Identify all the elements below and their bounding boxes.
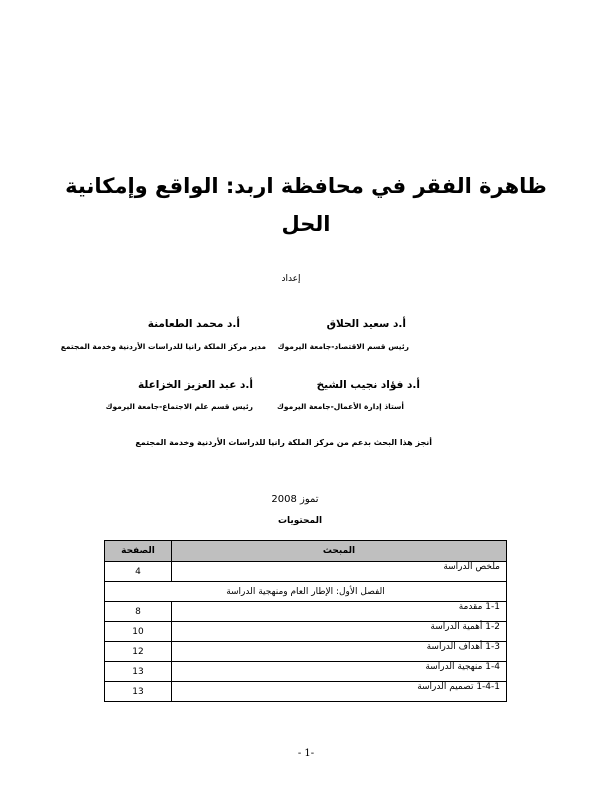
toc-page-number: 4: [105, 562, 172, 582]
table-of-contents: [104, 540, 507, 702]
toc-page-number: 13: [105, 662, 172, 682]
table-row: [105, 682, 507, 702]
table-row: [105, 642, 507, 662]
toc-entry: 1-3 أهداف الدراسة: [172, 642, 507, 662]
toc-chapter-heading: الفصل الأول: الإطار العام ومنهجية الدراسة: [105, 582, 507, 602]
table-row: [105, 622, 507, 642]
toc-page-number: 12: [105, 642, 172, 662]
table-row: [105, 582, 507, 602]
author-name: أ.د سعيد الحلاق: [326, 318, 406, 330]
author-name: أ.د محمد الطعامنة: [147, 318, 240, 330]
column-header-page: الصفحة: [105, 541, 172, 562]
toc-entry: 1-4 منهجية الدراسة: [172, 662, 507, 682]
author-name: أ.د فؤاد نجيب الشيخ: [316, 379, 420, 391]
author-affiliation: رئيس قسم علم الاجتماع-جامعة اليرموك: [105, 402, 253, 411]
prepared-by-label: إعداد: [281, 274, 301, 284]
toc-page-number: 10: [105, 622, 172, 642]
column-header-topic: المبحث: [172, 541, 507, 562]
document-title-line-1: ظاهرة الفقر في محافظة اربد: الواقع وإمكانية: [65, 174, 547, 198]
author-affiliation: رئيس قسم الاقتصاد-جامعة اليرموك: [277, 342, 409, 351]
toc-page-number: 8: [105, 602, 172, 622]
toc-page-number: 13: [105, 682, 172, 702]
author-affiliation: مدير مركز الملكة رانيا للدراسات الأردنية وخدمة المجتمع: [60, 342, 266, 351]
table-row: [105, 562, 507, 582]
toc-entry: ملخص الدراسة: [172, 562, 507, 582]
document-title-line-2: الحل: [281, 212, 331, 236]
table-row: [105, 602, 507, 622]
table-header-row: [105, 541, 507, 562]
toc-entry: 1-1 مقدمة: [172, 602, 507, 622]
page-number: - 1-: [297, 748, 315, 759]
table-row: [105, 662, 507, 682]
toc-entry: 1-2 أهمية الدراسة: [172, 622, 507, 642]
funding-note: أنجز هذا البحث بدعم من مركز الملكة رانيا للدراسات الأردنية وخدمة المجتمع: [135, 438, 432, 447]
toc-entry: 1-4-1 تصميم الدراسة: [172, 682, 507, 702]
author-name: أ.د عبد العزيز الخزاعلة: [137, 379, 253, 391]
document-date: تموز 2008: [271, 494, 319, 505]
author-affiliation: أستاذ إدارة الأعمال-جامعة اليرموك: [277, 402, 404, 411]
contents-heading: المحتويات: [277, 516, 323, 526]
